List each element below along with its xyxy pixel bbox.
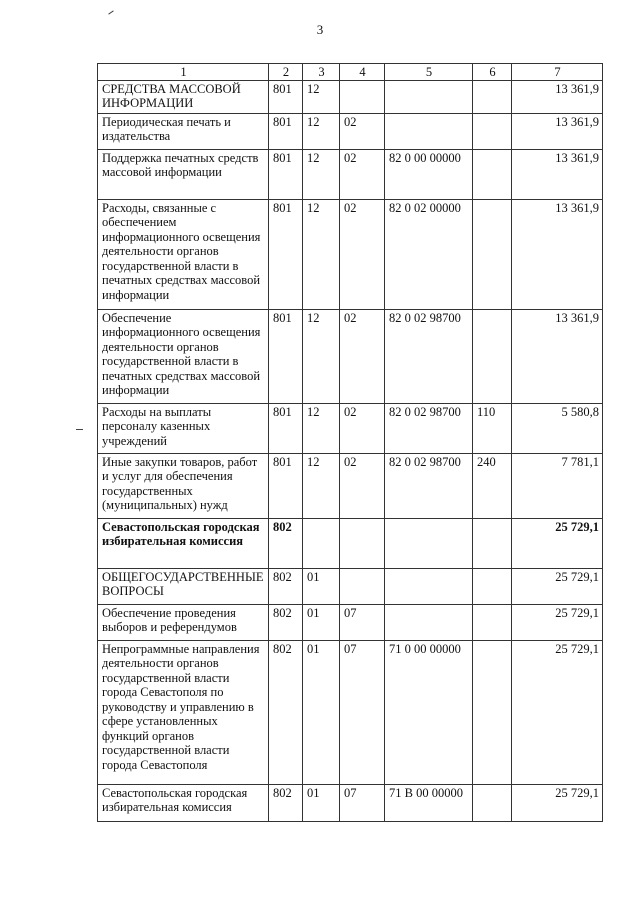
- cell-target-article: 82 0 00 00000: [385, 149, 473, 199]
- cell-expense-type: [473, 199, 512, 309]
- cell-name: Периодическая печать и издательства: [98, 113, 269, 149]
- cell-target-article: [385, 568, 473, 604]
- header-col-7: 7: [512, 64, 603, 81]
- scan-speck: [108, 10, 113, 14]
- header-col-4: 4: [340, 64, 385, 81]
- cell-ministry-code: 802: [269, 640, 303, 784]
- table-row: [98, 453, 603, 518]
- cell-subsection: 07: [340, 784, 385, 821]
- cell-section: 01: [303, 640, 340, 784]
- cell-expense-type: [473, 309, 512, 403]
- cell-name: Поддержка печатных средств массовой информации: [98, 149, 269, 199]
- cell-amount: 25 729,1: [512, 604, 603, 640]
- cell-expense-type: [473, 149, 512, 199]
- cell-ministry-code: 801: [269, 199, 303, 309]
- cell-name: Севастопольская городская избирательная комиссия: [98, 784, 269, 821]
- cell-target-article: 71 В 00 00000: [385, 784, 473, 821]
- cell-name: Обеспечение информационного освещения деятельности органов государственной власти в печатных средствах массовой информации: [98, 309, 269, 403]
- header-col-3: 3: [303, 64, 340, 81]
- cell-section: 01: [303, 568, 340, 604]
- cell-section: 12: [303, 113, 340, 149]
- cell-name: Обеспечение проведения выборов и референдумов: [98, 604, 269, 640]
- table-row: [98, 309, 603, 403]
- cell-amount: 25 729,1: [512, 640, 603, 784]
- cell-section: 12: [303, 309, 340, 403]
- cell-expense-type: [473, 568, 512, 604]
- table-row: [98, 403, 603, 453]
- cell-target-article: 82 0 02 98700: [385, 453, 473, 518]
- cell-subsection: 02: [340, 149, 385, 199]
- cell-amount: 13 361,9: [512, 113, 603, 149]
- cell-amount: 5 580,8: [512, 403, 603, 453]
- cell-ministry-code: 801: [269, 309, 303, 403]
- cell-ministry-code: 801: [269, 403, 303, 453]
- cell-name: Расходы на выплаты персоналу казенных учреждений: [98, 403, 269, 453]
- table-row: [98, 640, 603, 784]
- cell-expense-type: [473, 113, 512, 149]
- cell-name: Севастопольская городская избирательная комиссия: [98, 518, 269, 568]
- cell-subsection: 02: [340, 309, 385, 403]
- cell-ministry-code: 802: [269, 518, 303, 568]
- cell-name: Иные закупки товаров, работ и услуг для обеспечения государственных (муниципальных) нужд: [98, 453, 269, 518]
- cell-amount: 13 361,9: [512, 309, 603, 403]
- cell-target-article: [385, 113, 473, 149]
- cell-ministry-code: 801: [269, 80, 303, 113]
- cell-ministry-code: 801: [269, 149, 303, 199]
- cell-amount: 25 729,1: [512, 784, 603, 821]
- cell-target-article: 82 0 02 00000: [385, 199, 473, 309]
- cell-target-article: 82 0 02 98700: [385, 309, 473, 403]
- cell-amount: 25 729,1: [512, 518, 603, 568]
- cell-ministry-code: 802: [269, 784, 303, 821]
- cell-ministry-code: 801: [269, 113, 303, 149]
- cell-section: 12: [303, 149, 340, 199]
- cell-subsection: 02: [340, 453, 385, 518]
- cell-section: 01: [303, 604, 340, 640]
- table-row: [98, 604, 603, 640]
- cell-target-article: 71 0 00 00000: [385, 640, 473, 784]
- cell-section: 12: [303, 199, 340, 309]
- cell-expense-type: [473, 80, 512, 113]
- cell-name: Непрограммные направления деятельности органов государственной власти города Севастополя по руководству и управлению в сфере установленных функций органов государственной власти города Севастополя: [98, 640, 269, 784]
- cell-section: [303, 518, 340, 568]
- cell-expense-type: [473, 784, 512, 821]
- table-row: [98, 80, 603, 113]
- cell-subsection: [340, 568, 385, 604]
- cell-subsection: 07: [340, 604, 385, 640]
- cell-name: ОБЩЕГОСУДАРСТВЕННЫЕ ВОПРОСЫ: [98, 568, 269, 604]
- cell-ministry-code: 802: [269, 568, 303, 604]
- cell-subsection: 07: [340, 640, 385, 784]
- cell-section: 12: [303, 403, 340, 453]
- cell-expense-type: 110: [473, 403, 512, 453]
- cell-target-article: [385, 604, 473, 640]
- cell-expense-type: [473, 604, 512, 640]
- table-row: [98, 518, 603, 568]
- cell-amount: 7 781,1: [512, 453, 603, 518]
- page-number: 3: [316, 22, 324, 37]
- cell-amount: 13 361,9: [512, 199, 603, 309]
- table-row: [98, 568, 603, 604]
- cell-ministry-code: 802: [269, 604, 303, 640]
- header-col-2: 2: [269, 64, 303, 81]
- cell-section: 12: [303, 453, 340, 518]
- cell-target-article: 82 0 02 98700: [385, 403, 473, 453]
- cell-expense-type: [473, 518, 512, 568]
- cell-amount: 13 361,9: [512, 149, 603, 199]
- cell-target-article: [385, 80, 473, 113]
- table-row: [98, 784, 603, 821]
- cell-subsection: [340, 518, 385, 568]
- cell-ministry-code: 801: [269, 453, 303, 518]
- cell-target-article: [385, 518, 473, 568]
- table-row: [98, 149, 603, 199]
- cell-section: 01: [303, 784, 340, 821]
- cell-expense-type: 240: [473, 453, 512, 518]
- header-row: [98, 64, 603, 81]
- margin-mark: [76, 429, 83, 430]
- header-col-6: 6: [473, 64, 512, 81]
- cell-amount: 25 729,1: [512, 568, 603, 604]
- cell-expense-type: [473, 640, 512, 784]
- cell-name: СРЕДСТВА МАССОВОЙ ИНФОРМАЦИИ: [98, 80, 269, 113]
- cell-subsection: 02: [340, 113, 385, 149]
- cell-section: 12: [303, 80, 340, 113]
- table-row: [98, 113, 603, 149]
- cell-subsection: [340, 80, 385, 113]
- cell-subsection: 02: [340, 199, 385, 309]
- table-body: [98, 80, 603, 821]
- cell-name: Расходы, связанные с обеспечением информационного освещения деятельности органов государственной власти в печатных средствах массовой информации: [98, 199, 269, 309]
- header-col-1: 1: [98, 64, 269, 81]
- cell-subsection: 02: [340, 403, 385, 453]
- cell-amount: 13 361,9: [512, 80, 603, 113]
- header-col-5: 5: [385, 64, 473, 81]
- budget-table: [97, 63, 603, 822]
- table-row: [98, 199, 603, 309]
